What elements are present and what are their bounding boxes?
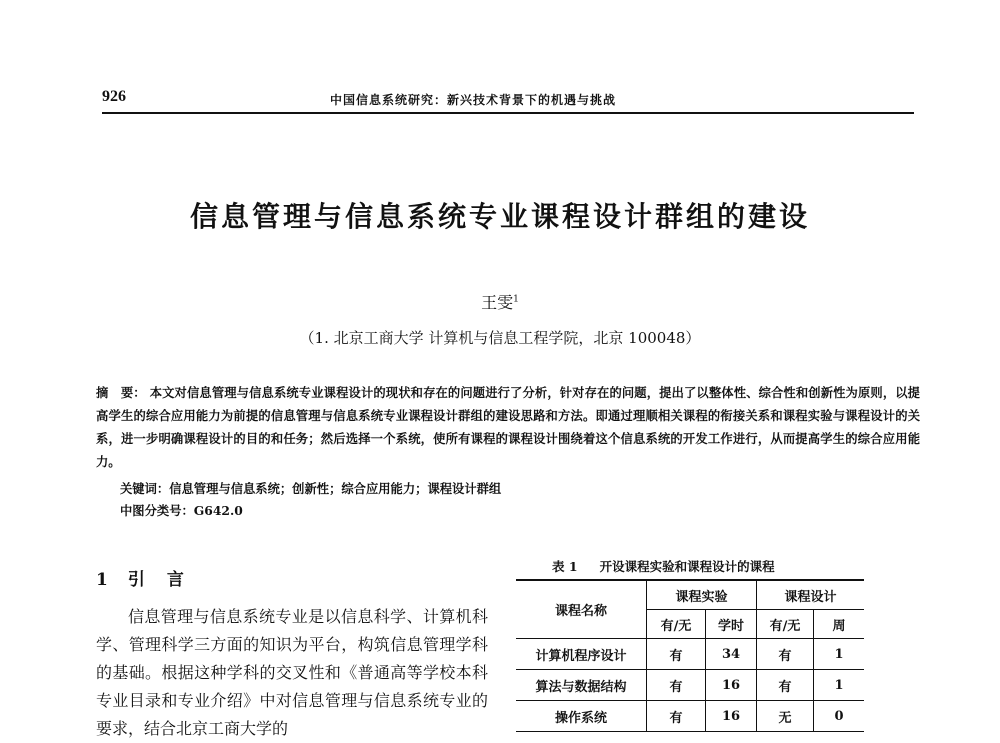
section-title-b: 言 — [166, 570, 186, 590]
cell-course: 操作系统 — [516, 701, 647, 732]
keywords-text: 信息管理与信息系统；创新性；综合应用能力；课程设计群组 — [169, 481, 502, 496]
col-course-name: 课程名称 — [516, 580, 647, 639]
cell-lab: 有 — [647, 639, 706, 670]
section-paragraph: 信息管理与信息系统专业是以信息科学、计算机科学、管理科学三方面的知识为平台，构筑信息管理学科的基础。根据这种学科的交叉性和《普通高等学校本科专业目录和专业介绍》中对信息管理与信息系统专业的要求，结合北京工商大学的 — [96, 607, 488, 738]
cell-weeks: 0 — [814, 701, 865, 732]
running-title: 中国信息系统研究：新兴技术背景下的机遇与挑战 — [330, 93, 617, 107]
affiliation: （1. 北京工商大学 计算机与信息工程学院，北京 100048） — [299, 329, 701, 347]
classification — [120, 501, 243, 519]
cell-design: 有 — [757, 639, 814, 670]
cell-lab: 有 — [647, 701, 706, 732]
classification-label: 中图分类号： — [120, 503, 194, 518]
table-header-row — [516, 580, 864, 610]
table-caption-number: 表 1 — [552, 559, 578, 574]
author-name: 王雯 — [481, 293, 514, 312]
cell-hours: 16 — [706, 670, 757, 701]
header-rule — [102, 112, 914, 114]
author-line — [0, 290, 1000, 313]
abstract-text: 本文对信息管理与信息系统专业课程设计的现状和存在的问题进行了分析，针对存在的问题，提出了以整体性、综合性和创新性为原则，以提高学生的综合应用能力为前提的信息管理与信息系统专业课程设计群组的建设思路和方法。即通过理顺相关课程的衔接关系和课程实验与课程设计的关系，进一步明确课程设计的目的和任务；然后选择一个系统，使所有课程的课程设计围绕着这个信息系统的开发工作进行，从而提高学生的综合应用能力。 — [96, 385, 920, 469]
col-group-lab: 课程实验 — [647, 580, 757, 610]
col-lab-has: 有/无 — [647, 610, 706, 639]
col-group-design: 课程设计 — [757, 580, 865, 610]
section-title-a: 引 — [127, 570, 147, 590]
page-number: 926 — [102, 88, 126, 105]
cell-design: 有 — [757, 670, 814, 701]
keywords-label: 关键词： — [120, 481, 170, 496]
cell-weeks: 1 — [814, 639, 865, 670]
table-caption-text: 开设课程实验和课程设计的课程 — [599, 559, 775, 574]
cell-hours: 34 — [706, 639, 757, 670]
author-affil-mark: 1 — [513, 294, 519, 305]
table-row — [516, 701, 864, 732]
abstract — [96, 381, 920, 473]
cell-hours: 16 — [706, 701, 757, 732]
table-caption — [552, 557, 775, 575]
cell-design: 无 — [757, 701, 814, 732]
classification-text: G642.0 — [193, 503, 243, 518]
section-number: 1 — [96, 570, 110, 590]
paper-title: 信息管理与信息系统专业课程设计群组的建设 — [189, 200, 810, 233]
abstract-label: 摘 要： — [96, 385, 146, 400]
keywords — [120, 479, 501, 497]
col-design-weeks: 周 — [814, 610, 865, 639]
section-heading — [96, 565, 186, 590]
section-body — [96, 603, 488, 743]
course-table — [516, 579, 864, 732]
col-design-has: 有/无 — [757, 610, 814, 639]
table-row — [516, 639, 864, 670]
cell-course: 计算机程序设计 — [516, 639, 647, 670]
table-row — [516, 670, 864, 701]
col-lab-hours: 学时 — [706, 610, 757, 639]
cell-course: 算法与数据结构 — [516, 670, 647, 701]
cell-lab: 有 — [647, 670, 706, 701]
cell-weeks: 1 — [814, 670, 865, 701]
